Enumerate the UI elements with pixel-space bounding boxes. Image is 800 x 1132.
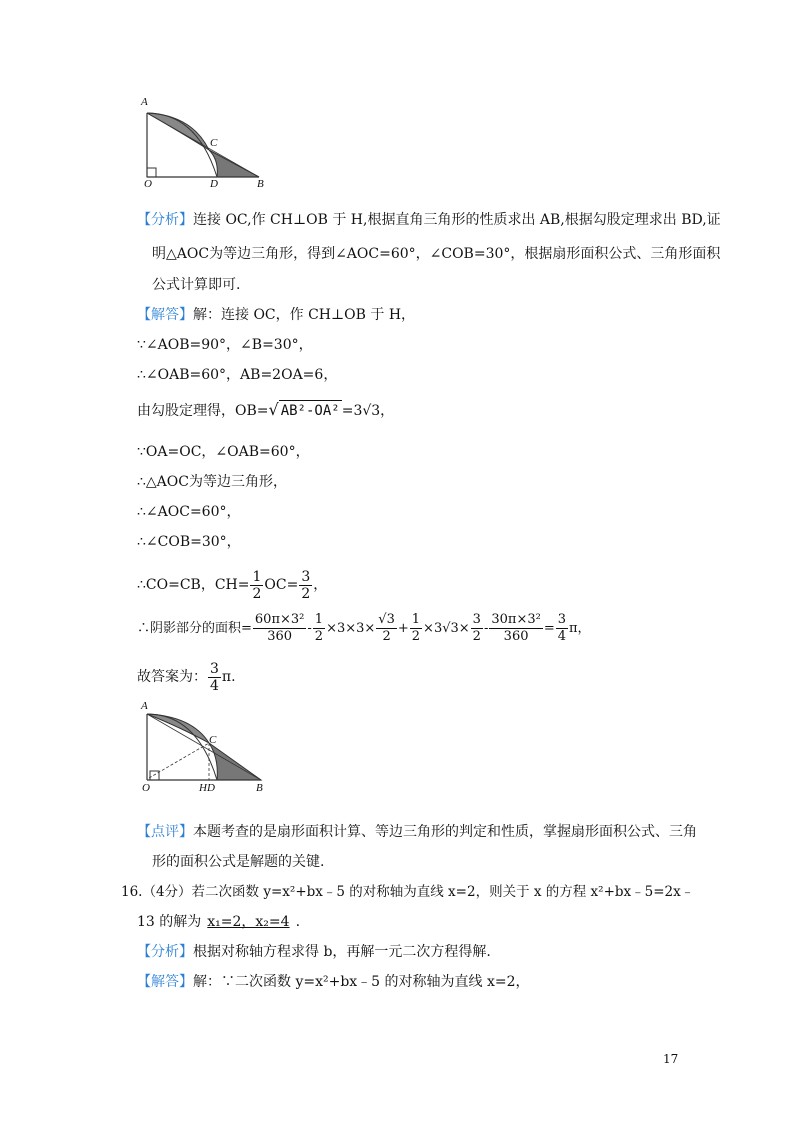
fig2-label-a: A xyxy=(141,700,148,712)
answer-tag: 【解答】 xyxy=(137,307,193,323)
fig2-label-hd: HD xyxy=(199,782,215,794)
question-16-line-1: 16.（4分）若二次函数 y=x²+bx﹣5 的对称轴为直线 x=2，则关于 x 的方程 x²+bx﹣5=2x﹣ xyxy=(121,884,695,900)
area-equals: = xyxy=(543,621,555,636)
answer-1-line-4: 由勾股定理得，OB=√ AB²-OA² =3√3， xyxy=(137,400,395,419)
question-16-line-2 xyxy=(137,912,300,932)
q16-post: . xyxy=(295,914,301,930)
fraction-three-halves-2: $\frac{3}{2}$ xyxy=(472,612,481,644)
ch-mid: OC= xyxy=(264,577,299,593)
analysis-1-line-2: 明△AOC为等边三角形，得到∠AOC=60°，∠COB=30°，根据扇形面积公式、三角形面积 xyxy=(152,246,721,262)
area-minus-1: - xyxy=(307,621,312,636)
fig1-label-o: O xyxy=(144,178,152,190)
area-times-2: ×3√3× xyxy=(423,621,470,636)
answer-1-line-10 xyxy=(137,612,591,646)
area-minus-2: - xyxy=(483,621,489,636)
review-1-text-1: 本题考查的是扇形面积计算、等边三角形的判定和性质，掌握扇形面积公式、三角 xyxy=(193,824,697,840)
fraction-half-3: $\frac{1}{2}$ xyxy=(411,612,421,644)
q16-prefix: 13 的解为 xyxy=(137,914,202,930)
final-answer-post: π. xyxy=(221,669,236,685)
analysis-1-line-1 xyxy=(137,210,721,230)
q16-answer: x₁=2，x₂=4 xyxy=(207,914,290,930)
answer-1-line-11 xyxy=(137,660,236,694)
answer-2-tag: 【解答】 xyxy=(137,974,193,990)
answer-1-line-7: ∴∠AOC=60°， xyxy=(137,504,241,520)
answer-1-line-1 xyxy=(137,305,415,325)
fraction-sector-60: $\frac{\text{60π×3²}}{360}$ xyxy=(254,612,305,644)
answer-2-line xyxy=(137,972,530,992)
fig2-shaded-upper xyxy=(147,714,209,743)
answer-1-line-6: ∴△AOC为等边三角形， xyxy=(137,474,287,490)
answer-1-line-2: ∵∠AOB=90°，∠B=30°， xyxy=(137,337,313,353)
answer-1-line-3: ∴∠OAB=60°，AB=2OA=6， xyxy=(137,367,338,383)
analysis-2-tag: 【分析】 xyxy=(137,944,193,960)
fig2-label-b: B xyxy=(256,782,263,794)
pythag-prefix: 由勾股定理得，OB= xyxy=(137,403,269,419)
page-number: 17 xyxy=(663,1052,679,1066)
fraction-half: $\frac{1}{2}$ xyxy=(252,568,262,602)
final-answer-prefix: 故答案为： xyxy=(137,669,207,685)
fig1-label-b: B xyxy=(257,178,264,190)
area-times: ×3×3× xyxy=(326,621,376,636)
review-1-line-2: 形的面积公式是解题的关键. xyxy=(152,854,325,870)
answer-1-text-1: 解：连接 OC，作 CH⊥OB 于 H， xyxy=(193,307,416,323)
fraction-sqrt3-half: $\frac{√3}{2}$ xyxy=(378,612,395,644)
fig2-label-o: O xyxy=(142,782,150,794)
analysis-1-text-1: 连接 OC,作 CH⊥OB 于 H,根据直角三角形的性质求出 AB,根据勾股定理求出 BD,证 xyxy=(193,212,721,228)
fig1-label-c: C xyxy=(210,137,218,149)
pythag-result: =3√3， xyxy=(341,403,395,419)
fig1-label-a: A xyxy=(141,96,148,108)
area-plus: + xyxy=(397,621,409,636)
fig1-label-d: D xyxy=(210,178,218,190)
fraction-three-halves: $\frac{3}{2}$ xyxy=(301,568,311,602)
analysis-2-line xyxy=(137,942,491,962)
review-1-line-1 xyxy=(137,822,697,842)
ch-post: ， xyxy=(313,577,328,593)
fraction-three-quarters: $\frac{3}{4}$ xyxy=(557,612,567,644)
fig2-label-c: C xyxy=(209,734,217,746)
answer-1-line-9 xyxy=(137,568,327,602)
analysis-2-text: 根据对称轴方程求得 b，再解一元二次方程得解. xyxy=(193,944,491,960)
analysis-tag: 【分析】 xyxy=(137,212,193,228)
figure-1 xyxy=(137,95,277,195)
fraction-half-2: $\frac{1}{2}$ xyxy=(314,612,324,644)
area-post: π， xyxy=(569,621,591,636)
ch-prefix: ∴CO=CB，CH= xyxy=(137,577,250,593)
fig2-shaded-lower xyxy=(209,743,261,780)
fraction-answer: $\frac{3}{4}$ xyxy=(210,660,219,694)
fraction-sector-30: $\frac{\text{30π×3²}}{360}$ xyxy=(491,612,541,644)
analysis-1-line-3: 公式计算即可. xyxy=(152,277,241,293)
review-tag: 【点评】 xyxy=(137,824,193,840)
pythag-radicand: AB²-OA² xyxy=(279,400,342,421)
answer-1-line-8: ∴∠COB=30°， xyxy=(137,534,241,550)
answer-2-text: 解：∵二次函数 y=x²+bx﹣5 的对称轴为直线 x=2， xyxy=(193,974,530,990)
answer-1-line-5: ∵OA=OC，∠OAB=60°， xyxy=(137,444,310,460)
area-prefix: ∴阴影部分的面积= xyxy=(137,621,252,636)
